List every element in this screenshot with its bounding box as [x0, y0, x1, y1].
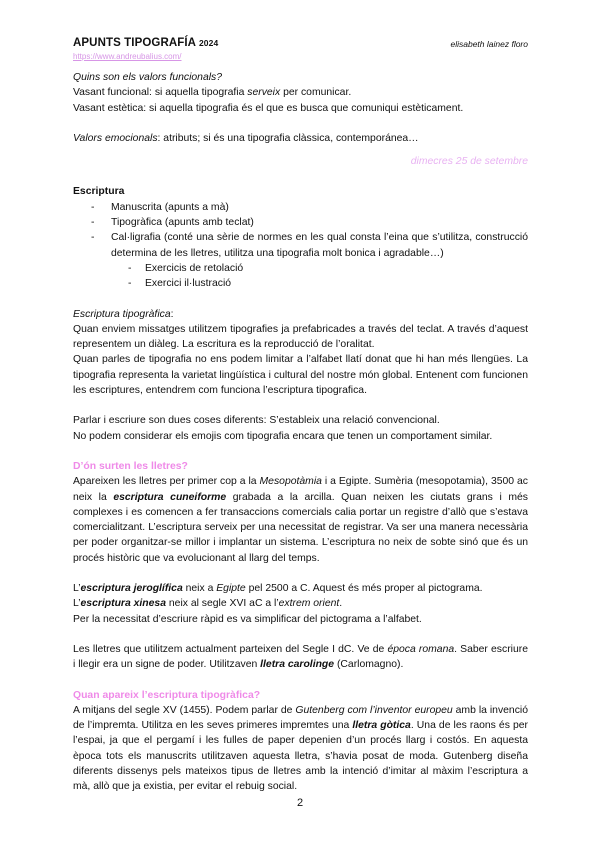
sublist-item: - Exercici il·lustració [73, 276, 528, 291]
origin-heading: D’ón surten les lletres? [73, 460, 188, 472]
date-heading: dimecres 25 de setembre [410, 156, 528, 168]
escriptura-list [73, 200, 528, 261]
calligraphy-sublist [73, 261, 528, 292]
functional-value-line: Vasant funcional: si aquella tipografia serveix per comunicar. [73, 87, 352, 99]
typographic-heading: Quan apareix l’escriptura tipogràfica? [73, 689, 261, 701]
paragraph: L’escriptura xinesa neix al segle XVI aC a l’extrem orient. [73, 598, 343, 610]
functional-values-question: Quins son els valors funcionals? [73, 72, 223, 83]
sublist-item: - Exercicis de retolació [73, 261, 528, 276]
title-text: APUNTS TIPOGRAFÍA [73, 37, 196, 49]
header-link[interactable]: https://www.andreubalius.com/ [73, 52, 182, 61]
title-year: 2024 [198, 38, 219, 48]
document-title [73, 37, 218, 49]
paragraph: No podem considerar els emojis com tipografia encara que tenen un comportament similar. [73, 430, 493, 442]
paragraph: Quan parles de tipografia no ens podem limitar a l’alfabet llatí donat que hi han més llengües. La tipografia representa la varietat lingüística i cultural del nostre món global. Entenent com funcionen les escriptures, entendrem com funciona l’escriptura tipografica. [73, 354, 528, 397]
paragraph: Per la necessitat d’escriure ràpid es va simplificar del pictograma a l’alfabet. [73, 613, 422, 625]
list-item: - Cal·ligrafia (conté una sèrie de normes en les qual consta l’eina que s’utilitza, construcció determina de les lletres, utilitza una tipografia molt bonica i agradable…) [73, 230, 528, 261]
paragraph: Parlar i escriure son dues coses diferents: S’estableix una relació convencional. [73, 415, 440, 427]
page-number: 2 [296, 797, 304, 809]
paragraph: Quan enviem missatges utilitzem tipografies ja prefabricades a través del teclat. A través d’aquest representem un diàleg. La escritura es la reproducció de l’oralitat. [73, 323, 528, 351]
paragraph: A mitjans del segle XV (1455). Podem parlar de Gutenberg com l’inventor europeu amb la invenció de l’impremta. Utilitza en les seves primeres impremtes una lletra gòtica. Una de les raons és per l’espai, ja que el pergamí i les fulles de paper depenien d’un procés llarg i costós. En aquesta època tots els manuscrits utilitzaven aquesta lletra, s’havia posat de moda. Gutenberg diseña diferents dissenys pels mateixos tipus de lletres amb la intenció d’imitar al màxim l’escriptura a mà, allò que ja existia, per evitar el rebuig social. [73, 704, 528, 793]
paragraph: Apareixen les lletres per primer cop a la Mesopotàmia i a Egipte. Sumèria (mesopotamia), 3500 ac neix la escriptura cuneiforme grabada a la arcilla. Quan neixen les ciutats grans i més complexes i es comencen a fer transaccions comercials calia portar un registre d’allò que s’estava comercialitzant. L’escriptura serveix per una necessitat de registrar. Va ser una manera necessària per poder organitzar-se millor i implantar un sistema. L’escriptura no neix de sobte sinó que és un procés històric que va evolucionant al llarg del temps. [73, 476, 529, 564]
list-item: - Tipogràfica (apunts amb teclat) [73, 215, 528, 230]
aesthetic-value-line: Vasant estètica: si aquella tipografia és el que es busca que comuniqui estèticament. [73, 102, 464, 114]
document-body [73, 70, 528, 795]
escriptura-heading: Escriptura [73, 186, 125, 198]
list-item: - Manuscrita (apunts a mà) [73, 200, 528, 215]
emotional-values-line: Valors emocionals: atributs; si és una tipografia clàssica, contemporánea… [73, 132, 419, 144]
author-name: elisabeth lainez floro [450, 39, 528, 49]
paragraph: L’escriptura jeroglífica neix a Egipte pel 2500 a C. Aquest és més proper al pictograma. [73, 583, 483, 595]
paragraph: Les lletres que utilitzem actualment parteixen del Segle I dC. Ve de época romana. Saber escriure i llegir era un signe de poder. Utilitzaven lletra carolinge (Carlomagno). [73, 643, 528, 671]
tipografica-heading: Escriptura tipogràfica: [73, 308, 174, 320]
